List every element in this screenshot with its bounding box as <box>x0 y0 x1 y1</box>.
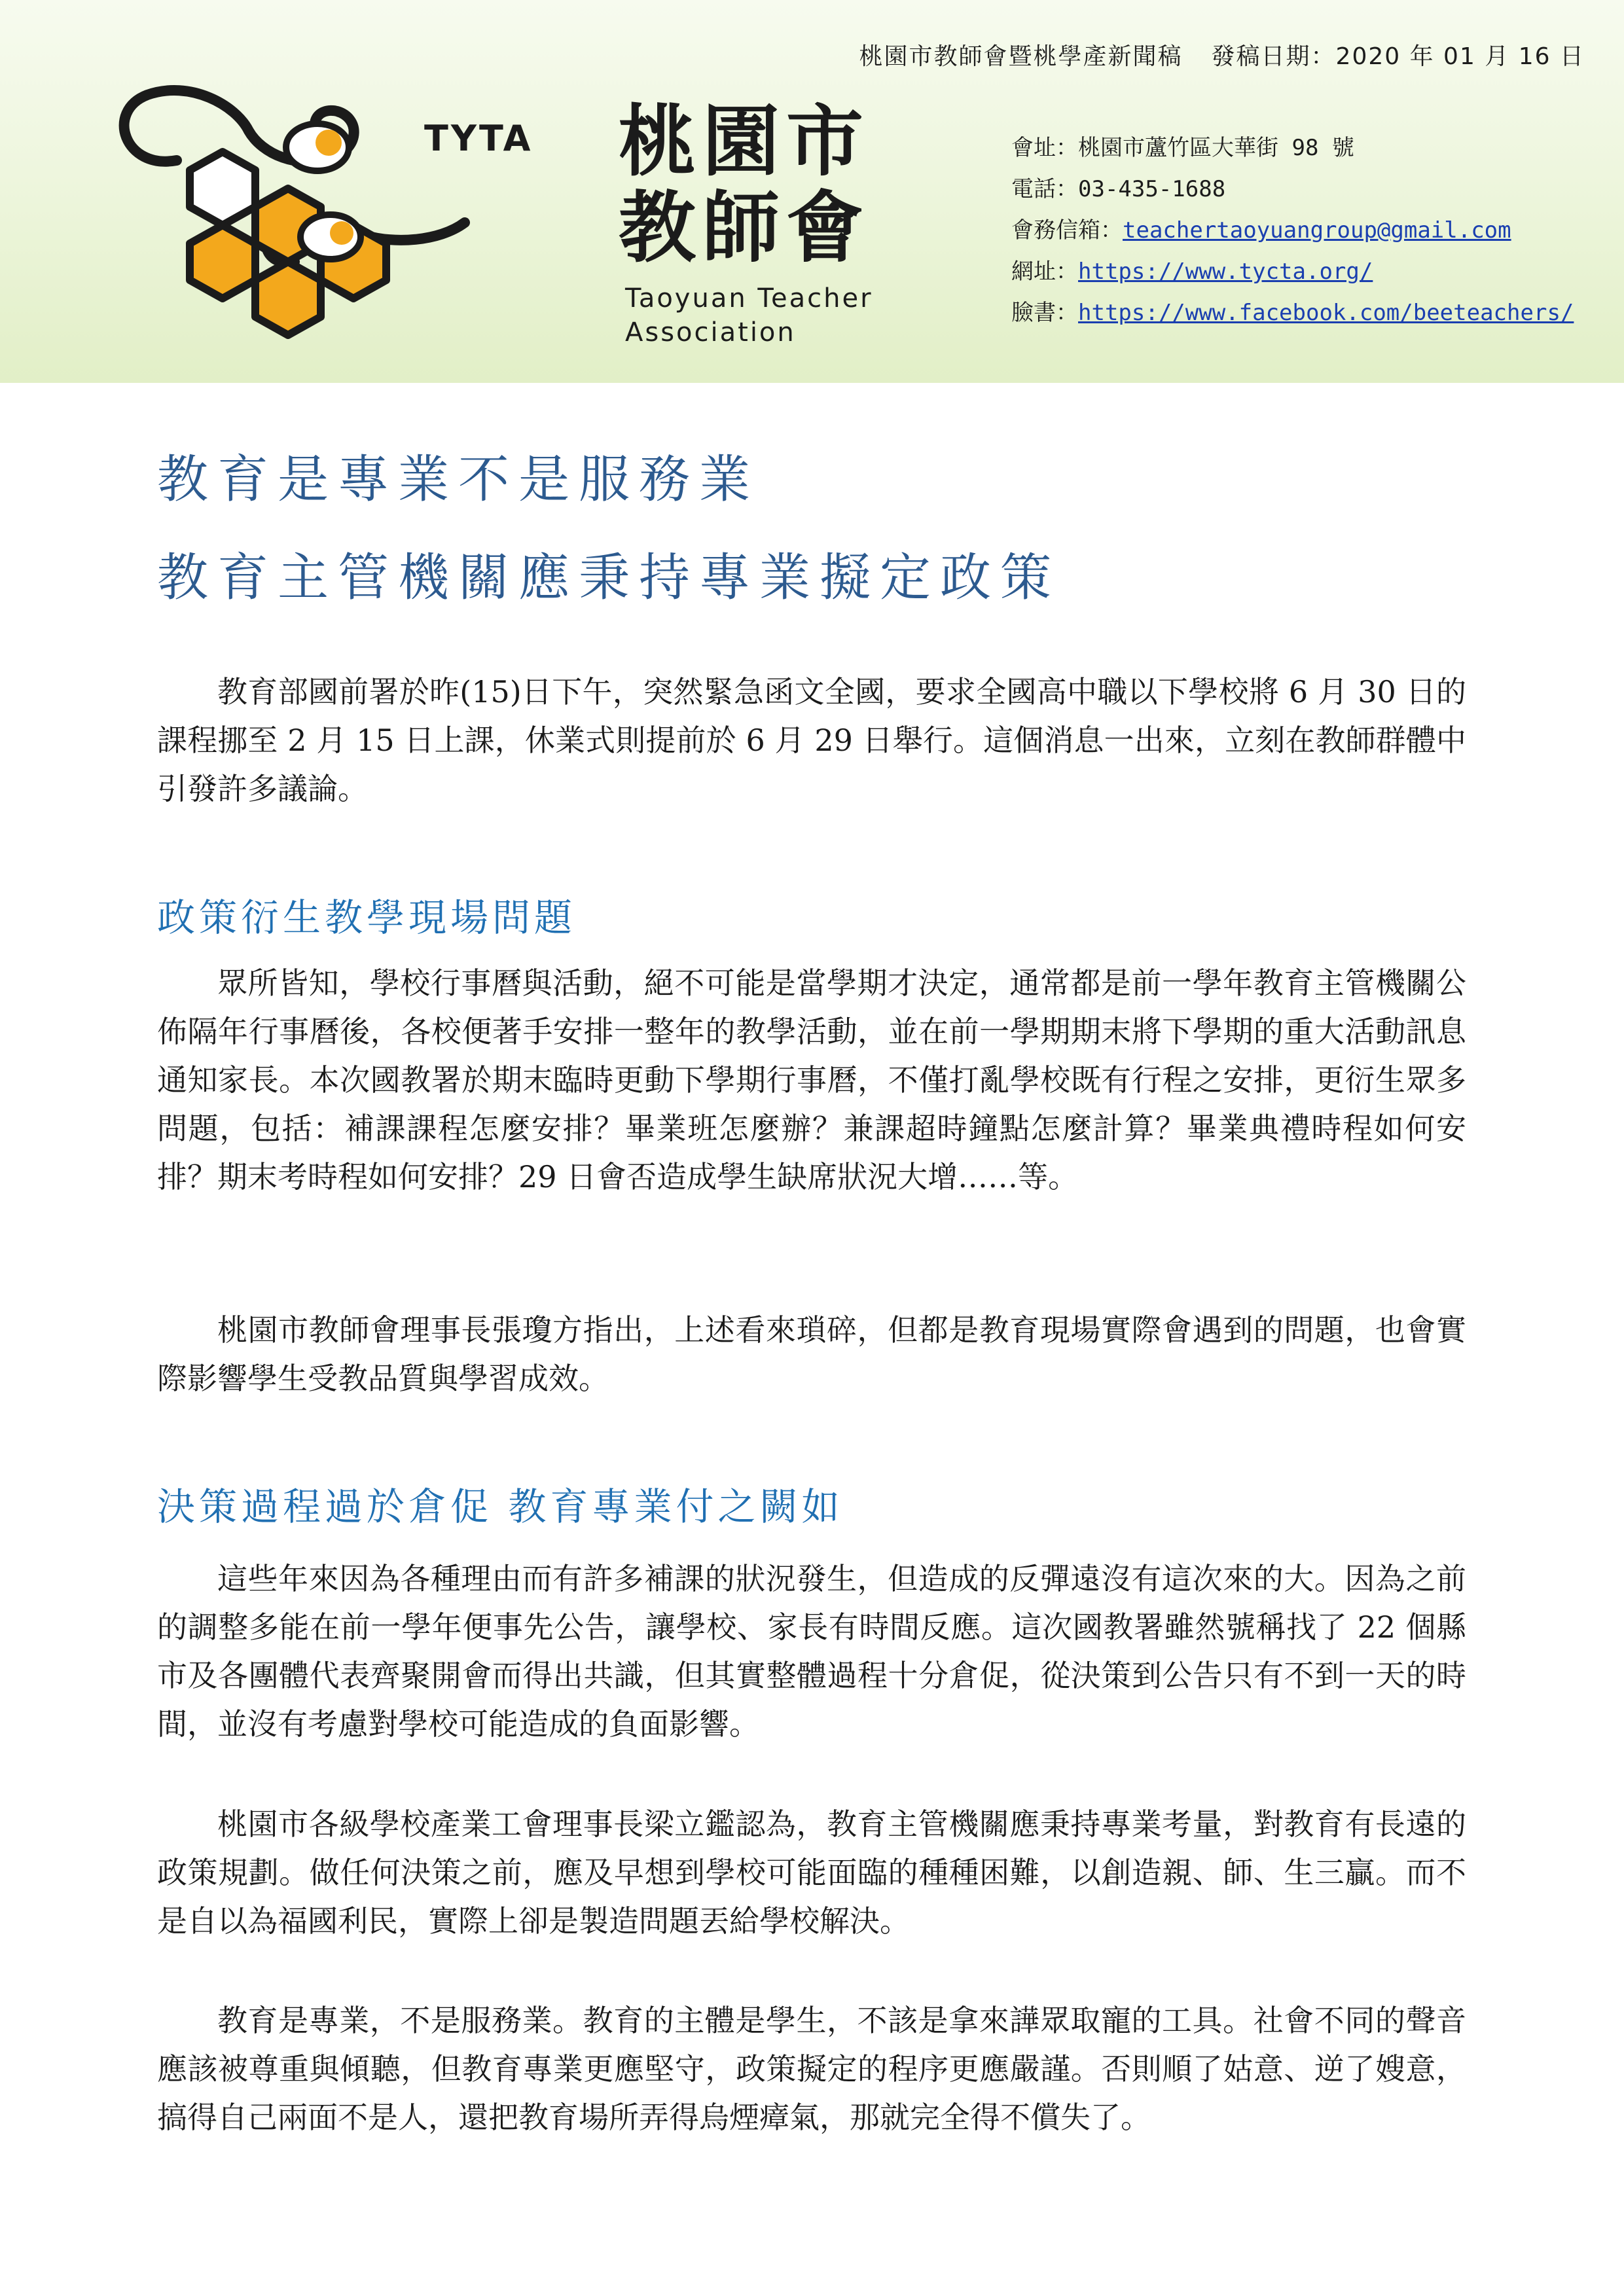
tyta-bee-logo <box>98 72 569 347</box>
press-release-line <box>859 38 1585 71</box>
org-name-chinese <box>619 98 870 271</box>
honeycomb-cell <box>255 262 321 335</box>
org-name-line1: 桃園市 <box>619 96 871 187</box>
address-value: 桃園市蘆竹區大華街 98 號 <box>1078 135 1354 161</box>
intro-paragraph: 教育部國前署於昨(15)日下午，突然緊急函文全國，要求全國高中職以下學校將 6 月 30 日的課程挪至 2 月 15 日上課，休業式則提前於 6 月 29 日舉行。這個消息一出來，立刻在教師群體中引發許多議論。 <box>157 674 1466 806</box>
bee-eye-upper <box>316 130 342 156</box>
contact-phone <box>1011 169 1574 210</box>
honeycomb-cell <box>190 152 255 225</box>
email-link[interactable]: teachertaoyuangroup@gmail.com <box>1123 217 1511 243</box>
org-en-line2: Association <box>625 317 796 348</box>
website-link[interactable]: https://www.tycta.org/ <box>1078 259 1373 285</box>
phone-label: 電話： <box>1011 176 1078 202</box>
bee-eye-lower <box>330 221 353 245</box>
contact-email <box>1011 210 1574 251</box>
contact-address <box>1011 128 1574 169</box>
article-title-line2: 教育主管機關應秉持專業擬定政策 <box>157 548 1061 607</box>
logo-abbreviation: TYTA <box>424 118 533 159</box>
email-label: 會務信箱： <box>1011 217 1123 243</box>
honeycomb-cell <box>190 225 255 298</box>
phone-value: 03-435-1688 <box>1078 176 1226 202</box>
section2-paragraph2: 桃園市各級學校產業工會理事長梁立鑑認為，教育主管機關應秉持專業考量，對教育有長遠的政策規劃。做任何決策之前，應及早想到學校可能面臨的種種困難，以創造親、師、生三贏。而不是自以為福國利民，實際上卻是製造問題丟給學校解決。 <box>157 1806 1466 1939</box>
section2-paragraph1: 這些年來因為各種理由而有許多補課的狀況發生，但造成的反彈遠沒有這次來的大。因為之前的調整多能在前一學年便事先公告，讓學校、家長有時間反應。這次國教署雖然號稱找了 22 個縣市及各團體代表齊聚開會而得出共識，但其實整體過程十分倉促，從決策到公告只有不到一天的時間，並沒有考慮對學校可能造成的負面影響。 <box>157 1561 1466 1742</box>
section-heading-hasty-decision: 決策過程過於倉促 教育專業付之闕如 <box>157 1484 844 1529</box>
contact-website <box>1011 251 1574 293</box>
org-name-english <box>625 281 873 350</box>
facebook-link[interactable]: https://www.facebook.com/beeteachers/ <box>1078 300 1574 326</box>
section1-paragraph2: 桃園市教師會理事長張瓊方指出，上述看來瑣碎，但都是教育現場實際會遇到的問題，也會實際影響學生受教品質與學習成效。 <box>157 1312 1466 1396</box>
section-heading-policy-issues: 政策衍生教學現場問題 <box>157 895 577 940</box>
website-label: 網址： <box>1011 259 1078 285</box>
facebook-label: 臉書： <box>1011 300 1078 326</box>
press-date: 發稿日期：2020 年 01 月 16 日 <box>1211 43 1585 70</box>
section1-paragraph1: 眾所皆知，學校行事曆與活動，絕不可能是當學期才決定，通常都是前一學年教育主管機關公佈隔年行事曆後，各校便著手安排一整年的教學活動，並在前一學期期末將下學期的重大活動訊息通知家長。本次國教署於期末臨時更動下學期行事曆，不僅打亂學校既有行程之安排，更衍生眾多問題，包括：補課課程怎麼安排？畢業班怎麼辦？兼課超時鐘點怎麼計算？畢業典禮時程如何安排？期末考時程如何安排？29 日會否造成學生缺席狀況大增……等。 <box>157 965 1466 1194</box>
org-en-line1: Taoyuan Teacher <box>625 283 873 314</box>
address-label: 會址： <box>1011 135 1078 161</box>
org-name-line2: 教師會 <box>619 183 871 273</box>
press-source: 桃園市教師會暨桃學產新聞稿 <box>859 43 1183 70</box>
article-title-line1: 教育是專業不是服務業 <box>157 450 760 509</box>
contact-facebook <box>1011 293 1574 334</box>
contact-block <box>1011 128 1574 334</box>
section2-paragraph3: 教育是專業，不是服務業。教育的主體是學生，不該是拿來譁眾取寵的工具。社會不同的聲音應該被尊重與傾聽，但教育專業更應堅守，政策擬定的程序更應嚴謹。否則順了姑意、逆了嫂意，搞得自己兩面不是人，還把教育場所弄得烏煙瘴氣，那就完全得不償失了。 <box>157 2003 1466 2135</box>
